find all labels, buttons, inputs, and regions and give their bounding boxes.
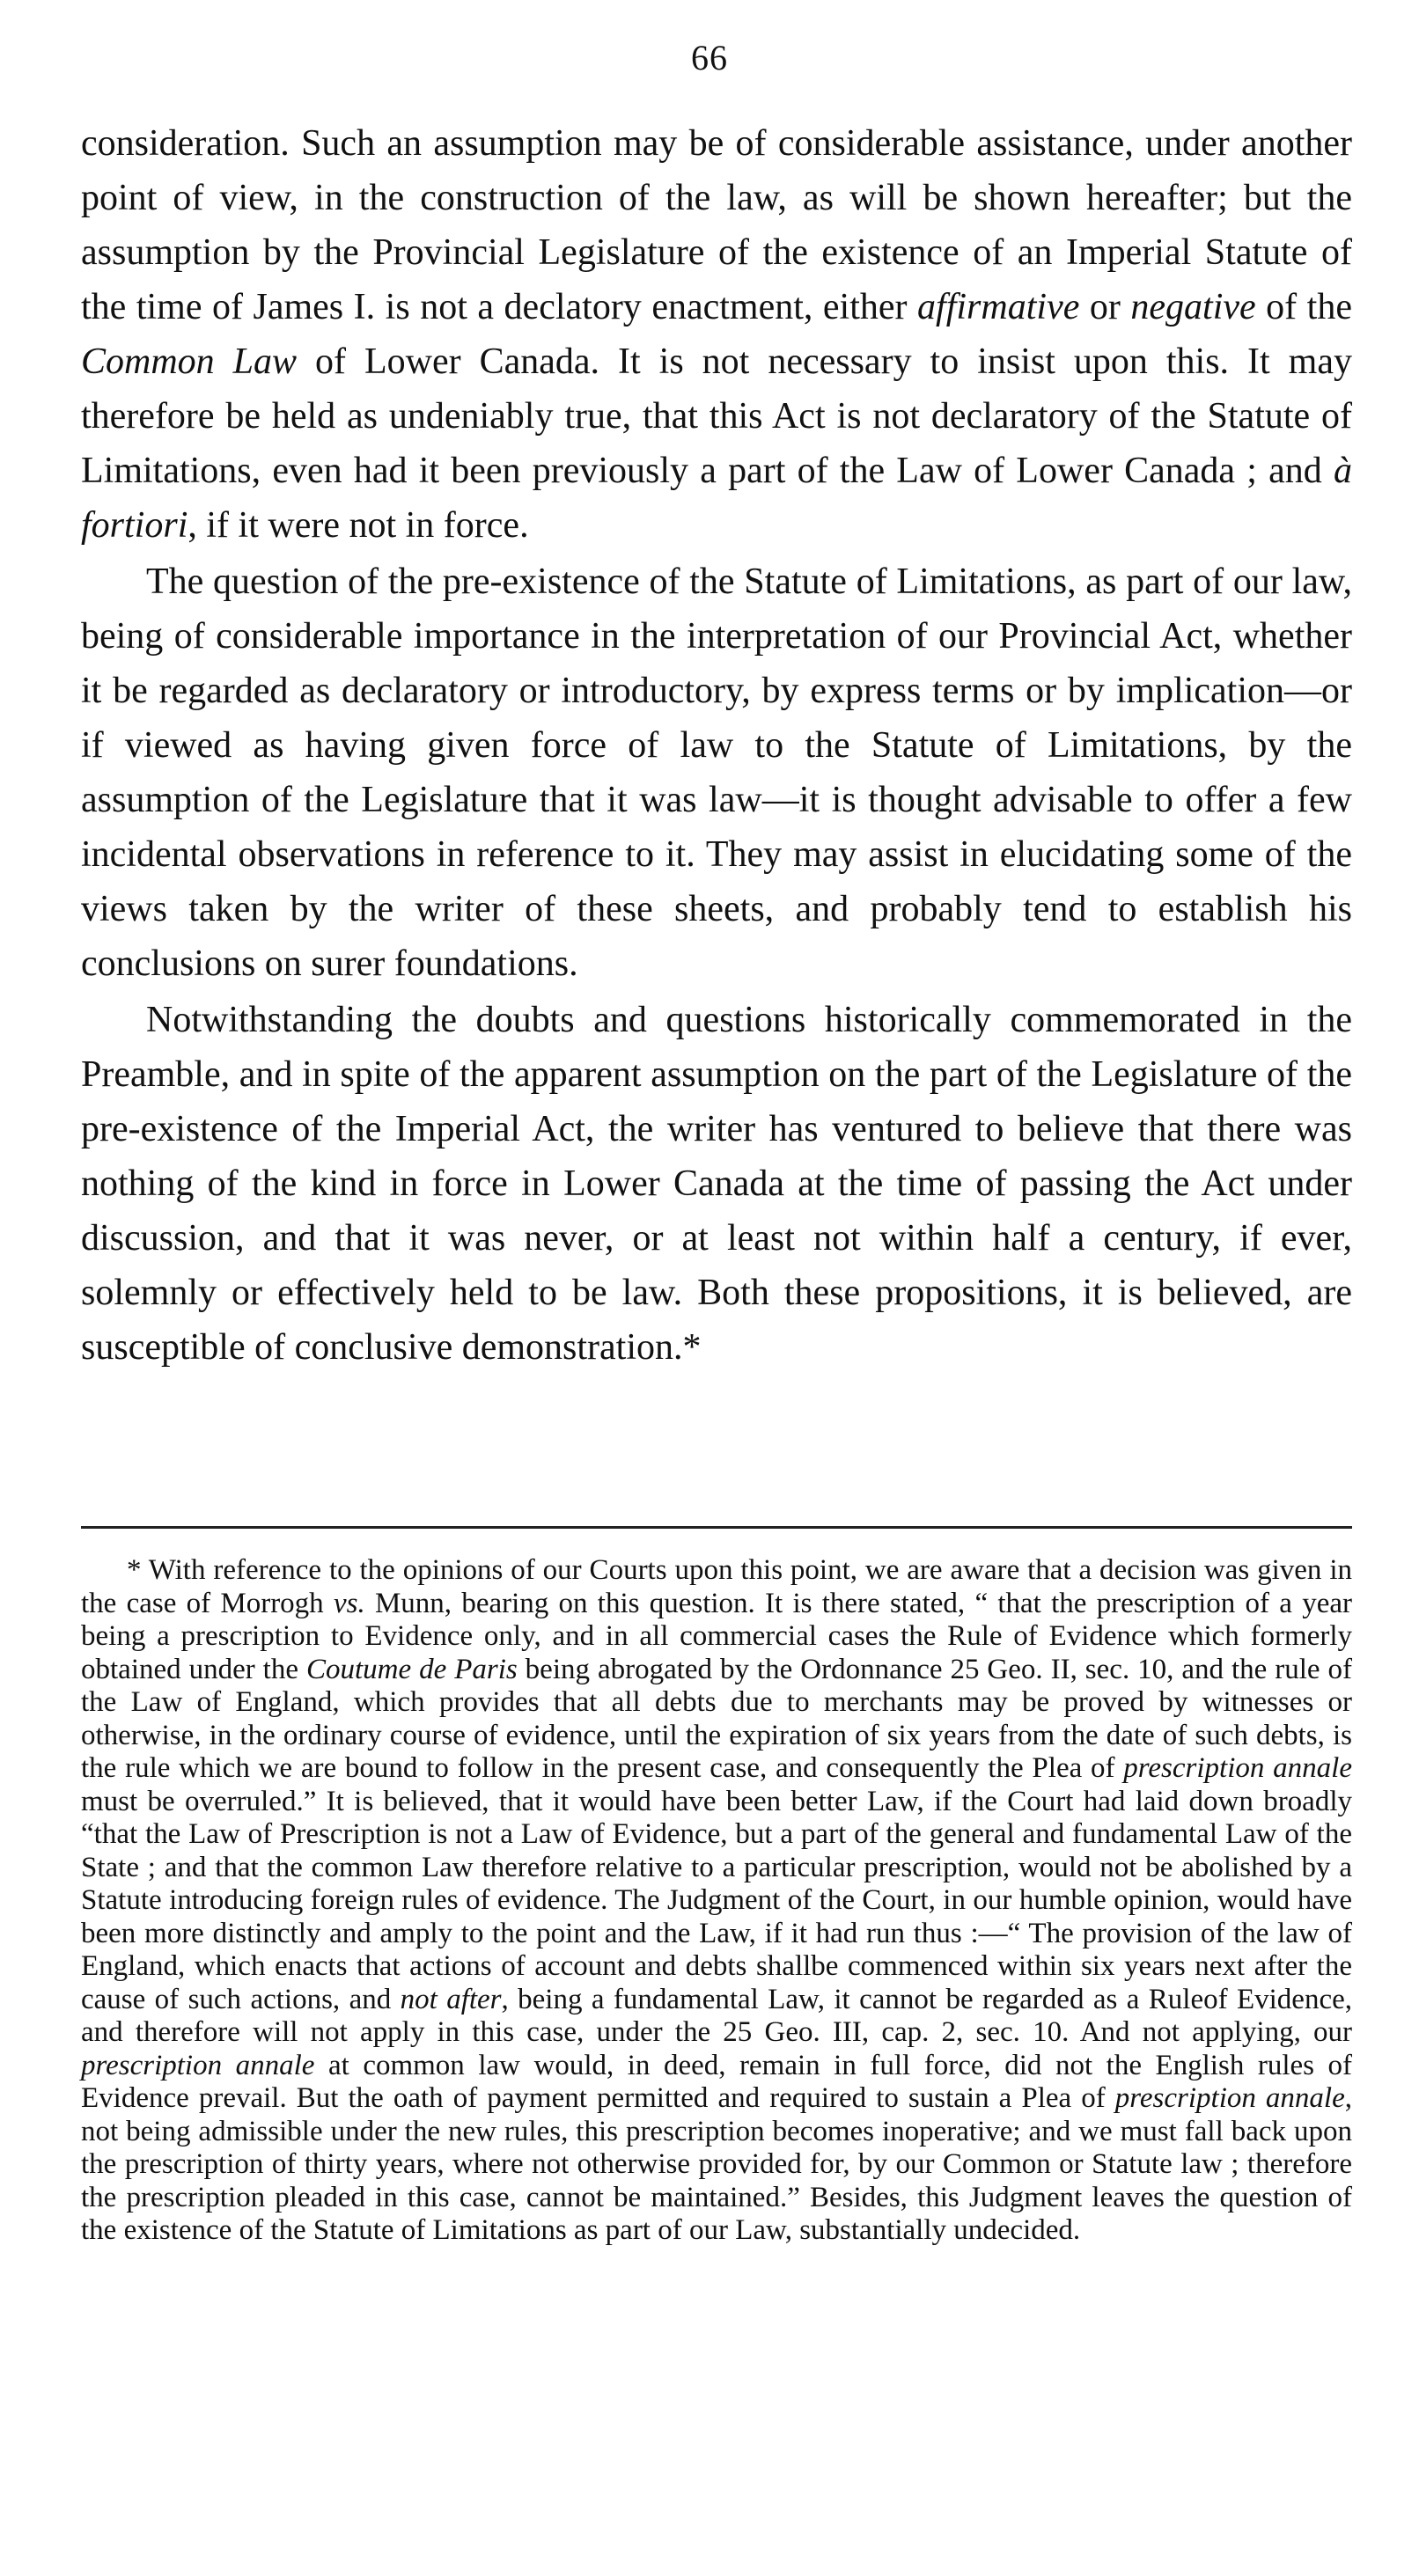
italic-text: à fortiori [81,451,1352,546]
italic-text: vs. [333,1587,365,1619]
text-run: Munn, bearing on this question. It is there stated, “ that the prescription of a year being a prescription to Evidence only, and in all commercial cases the Rule of Evidence which formerly obtained under the [81,1587,1352,1685]
text-run: * With reference to the opinions of our Courts upon this point, we are aware that a decision was given in the case of Morrogh [81,1554,1352,1619]
page-number: 66 [691,38,728,77]
paragraph-2 [81,554,1352,991]
text-run: or [1079,287,1131,327]
paragraph-1 [81,116,1352,553]
main-text [81,116,1352,1375]
text-run: must be overruled.” It is believed, that it would have been better Law, if the Court had laid down broadly “that the Law of Prescription is not a Law of Evidence, but a part of the general and fundamental Law of the State ; and that the common Law therefore relative to a particular prescription, would not be abolished by a Statute introducing foreign rules of evidence. The Judgment of the Court, in our humble opinion, would have been more distinctly and amply to the point and the Law, if it had run thus :—“ The provision of the law of England, which enacts that actions of account and debts shallbe commenced within six years next after the cause of such actions, and [81,1785,1352,2015]
italic-text: prescription annale [1114,2082,1345,2114]
italic-text: not after [400,1983,502,2015]
footnote-text [81,1554,1352,2248]
text-run: The question of the pre-existence of the Statute of Limitations, as part of our law, being of considerable importance in the interpretation of our Provincial Act, whether it be regarded as declaratory or introductory, by express terms or by implication—or if viewed as having given force of law to the Statute of Limitations, by the assumption of the Legislature that it was law—it is thought advisable to offer a few incidental observations in reference to it. They may assist in elucidating some of the views taken by the writer of these sheets, and probably tend to establish his conclusions on surer foundations. [81,561,1352,984]
footnote [81,1554,1352,2248]
text-run: at common law would, in deed, remain in full force, did not the English rules of Evidence prevail. But the oath of payment permitted and required to sustain a Plea of [81,2049,1353,2114]
italic-text: Coutume de Paris [305,1653,518,1685]
footnote-separator [81,1526,1352,1529]
text-run: being abrogated by the Ordonnance 25 Geo. II, sec. 10, and the rule of the Law of England, which provides that all debts due to merchants may be proved by witnesses or otherwise, in the ordinary course of evidence, until the expiration of six years from the date of such debts, is the rule which we are bound to follow in the present case, and consequently the Plea of [81,1653,1352,1784]
italic-text: prescription annale [1123,1752,1352,1784]
text-run: consideration. Such an assumption may be of considerable assistance, under another point of view, in the construction of the law, as will be shown hereafter; but the assumption by the Provincial Legislature of the existence of an Imperial Statute of the time of James I. is not a declatory enactment, either [81,123,1352,327]
text-run: , being a fundamental Law, it cannot be regarded as a Ruleof Evidence, and therefore will not apply in this case, under the 25 Geo. III, cap. 2, sec. 10. And not applying, our [81,1983,1352,2048]
text-run: , if it were not in force. [187,505,529,546]
text-run: of the [1255,287,1352,327]
italic-text: negative [1130,287,1256,327]
text-run: , not being admissible under the new rules, this prescription becomes inoperative; and we must fall back upon the prescription of thirty years, where not otherwise provided for, by our Common or Statute law ; therefore the prescription pleaded in this case, cannot be maintained.” Besides, this Judgment leaves the question of the existence of the Statute of Limitations as part of our Law, substantially undecided. [81,2082,1352,2246]
text-run: of Lower Canada. It is not necessary to insist upon this. It may therefore be held as undeniably true, that this Act is not declaratory of the Statute of Limitations, even had it been previously a part of the Law of Lower Canada ; and [81,341,1352,491]
text-run: Notwithstanding the doubts and questions historically commemorated in the Preamble, and in spite of the apparent assumption on the part of the Legislature of the pre-existence of the Imperial Act, the writer has ventured to believe that there was nothing of the kind in force in Lower Canada at the time of passing the Act under discussion, and that it was never, or at least not within half a century, if ever, solemnly or effectively held to be law. Both these propositions, it is believed, are susceptible of conclusive demonstration.* [81,1000,1352,1368]
italic-text: affirmative [917,287,1080,327]
italic-text: prescription annale [81,2049,315,2081]
paragraph-3 [81,993,1352,1375]
italic-text: Common Law [81,341,298,382]
